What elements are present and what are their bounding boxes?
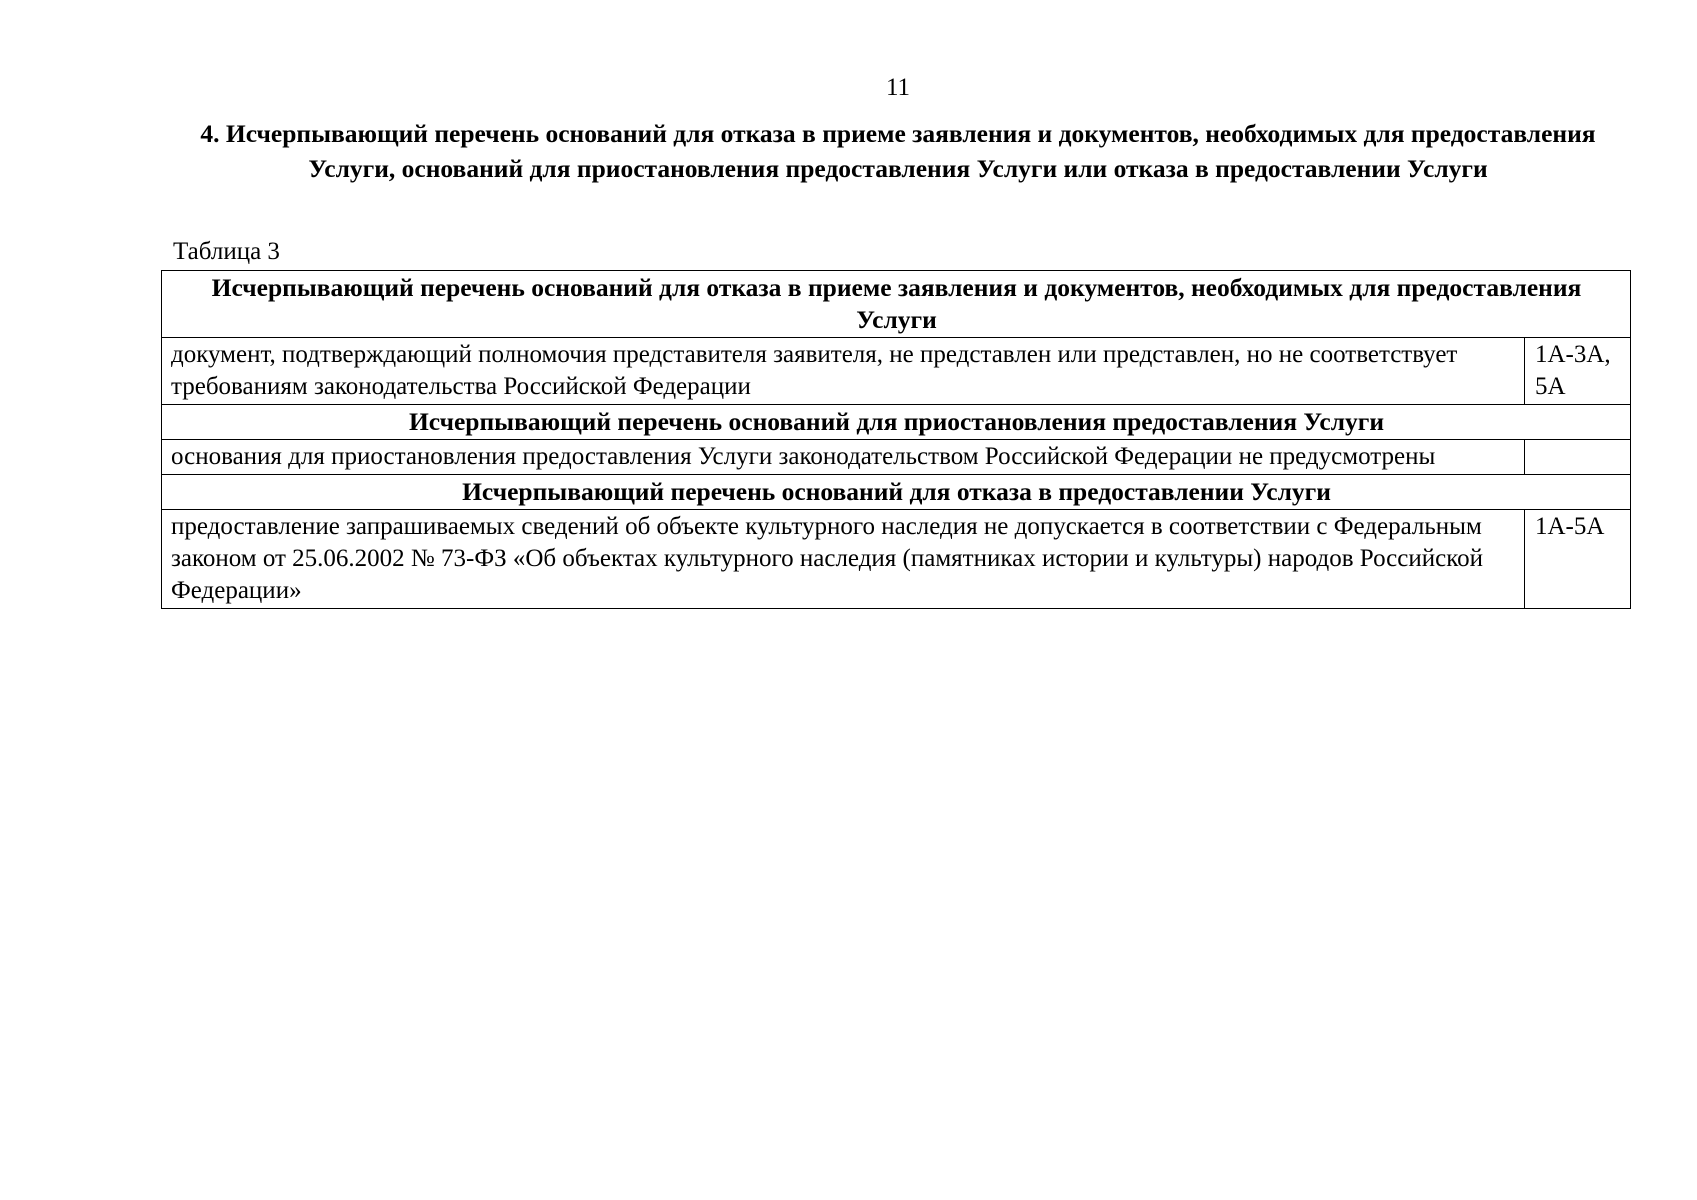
table-row (162, 440, 1631, 475)
ground-text: основания для приостановления предоставления Услуги законодательством Российской Федерации не предусмотрены (162, 440, 1525, 475)
table-caption: Таблица 3 (173, 238, 280, 265)
ground-text: предоставление запрашиваемых сведений об объекте культурного наследия не допускается в соответствии с Федеральным законом от 25.06.2002 № 73-ФЗ «Об объектах культурного наследия (памятниках истории и культуры) народов Российской Федерации» (162, 510, 1525, 609)
grounds-table (161, 270, 1631, 609)
table-row (162, 338, 1631, 405)
group-header-suspension: Исчерпывающий перечень оснований для приостановления предоставления Услуги (162, 405, 1631, 440)
group-header-refusal-service: Исчерпывающий перечень оснований для отказа в предоставлении Услуги (162, 475, 1631, 510)
page-number: 11 (885, 74, 911, 101)
group-header-refusal-acceptance: Исчерпывающий перечень оснований для отказа в приеме заявления и документов, необходимых для предоставления Услуги (162, 271, 1631, 338)
ground-code (1525, 440, 1631, 475)
ground-text: документ, подтверждающий полномочия представителя заявителя, не представлен или представлен, но не соответствует требованиям законодательства Российской Федерации (162, 338, 1525, 405)
group-header-row (162, 271, 1631, 338)
section-title: 4. Исчерпывающий перечень оснований для отказа в приеме заявления и документов, необходимых для предоставления Услуги, оснований для приостановления предоставления Услуги или отказа в предоставлении Услуги (200, 119, 1596, 183)
ground-code: 1А-5А (1525, 510, 1631, 609)
ground-code: 1А-3А, 5А (1525, 338, 1631, 405)
group-header-row (162, 405, 1631, 440)
table-row (162, 510, 1631, 609)
group-header-row (162, 475, 1631, 510)
